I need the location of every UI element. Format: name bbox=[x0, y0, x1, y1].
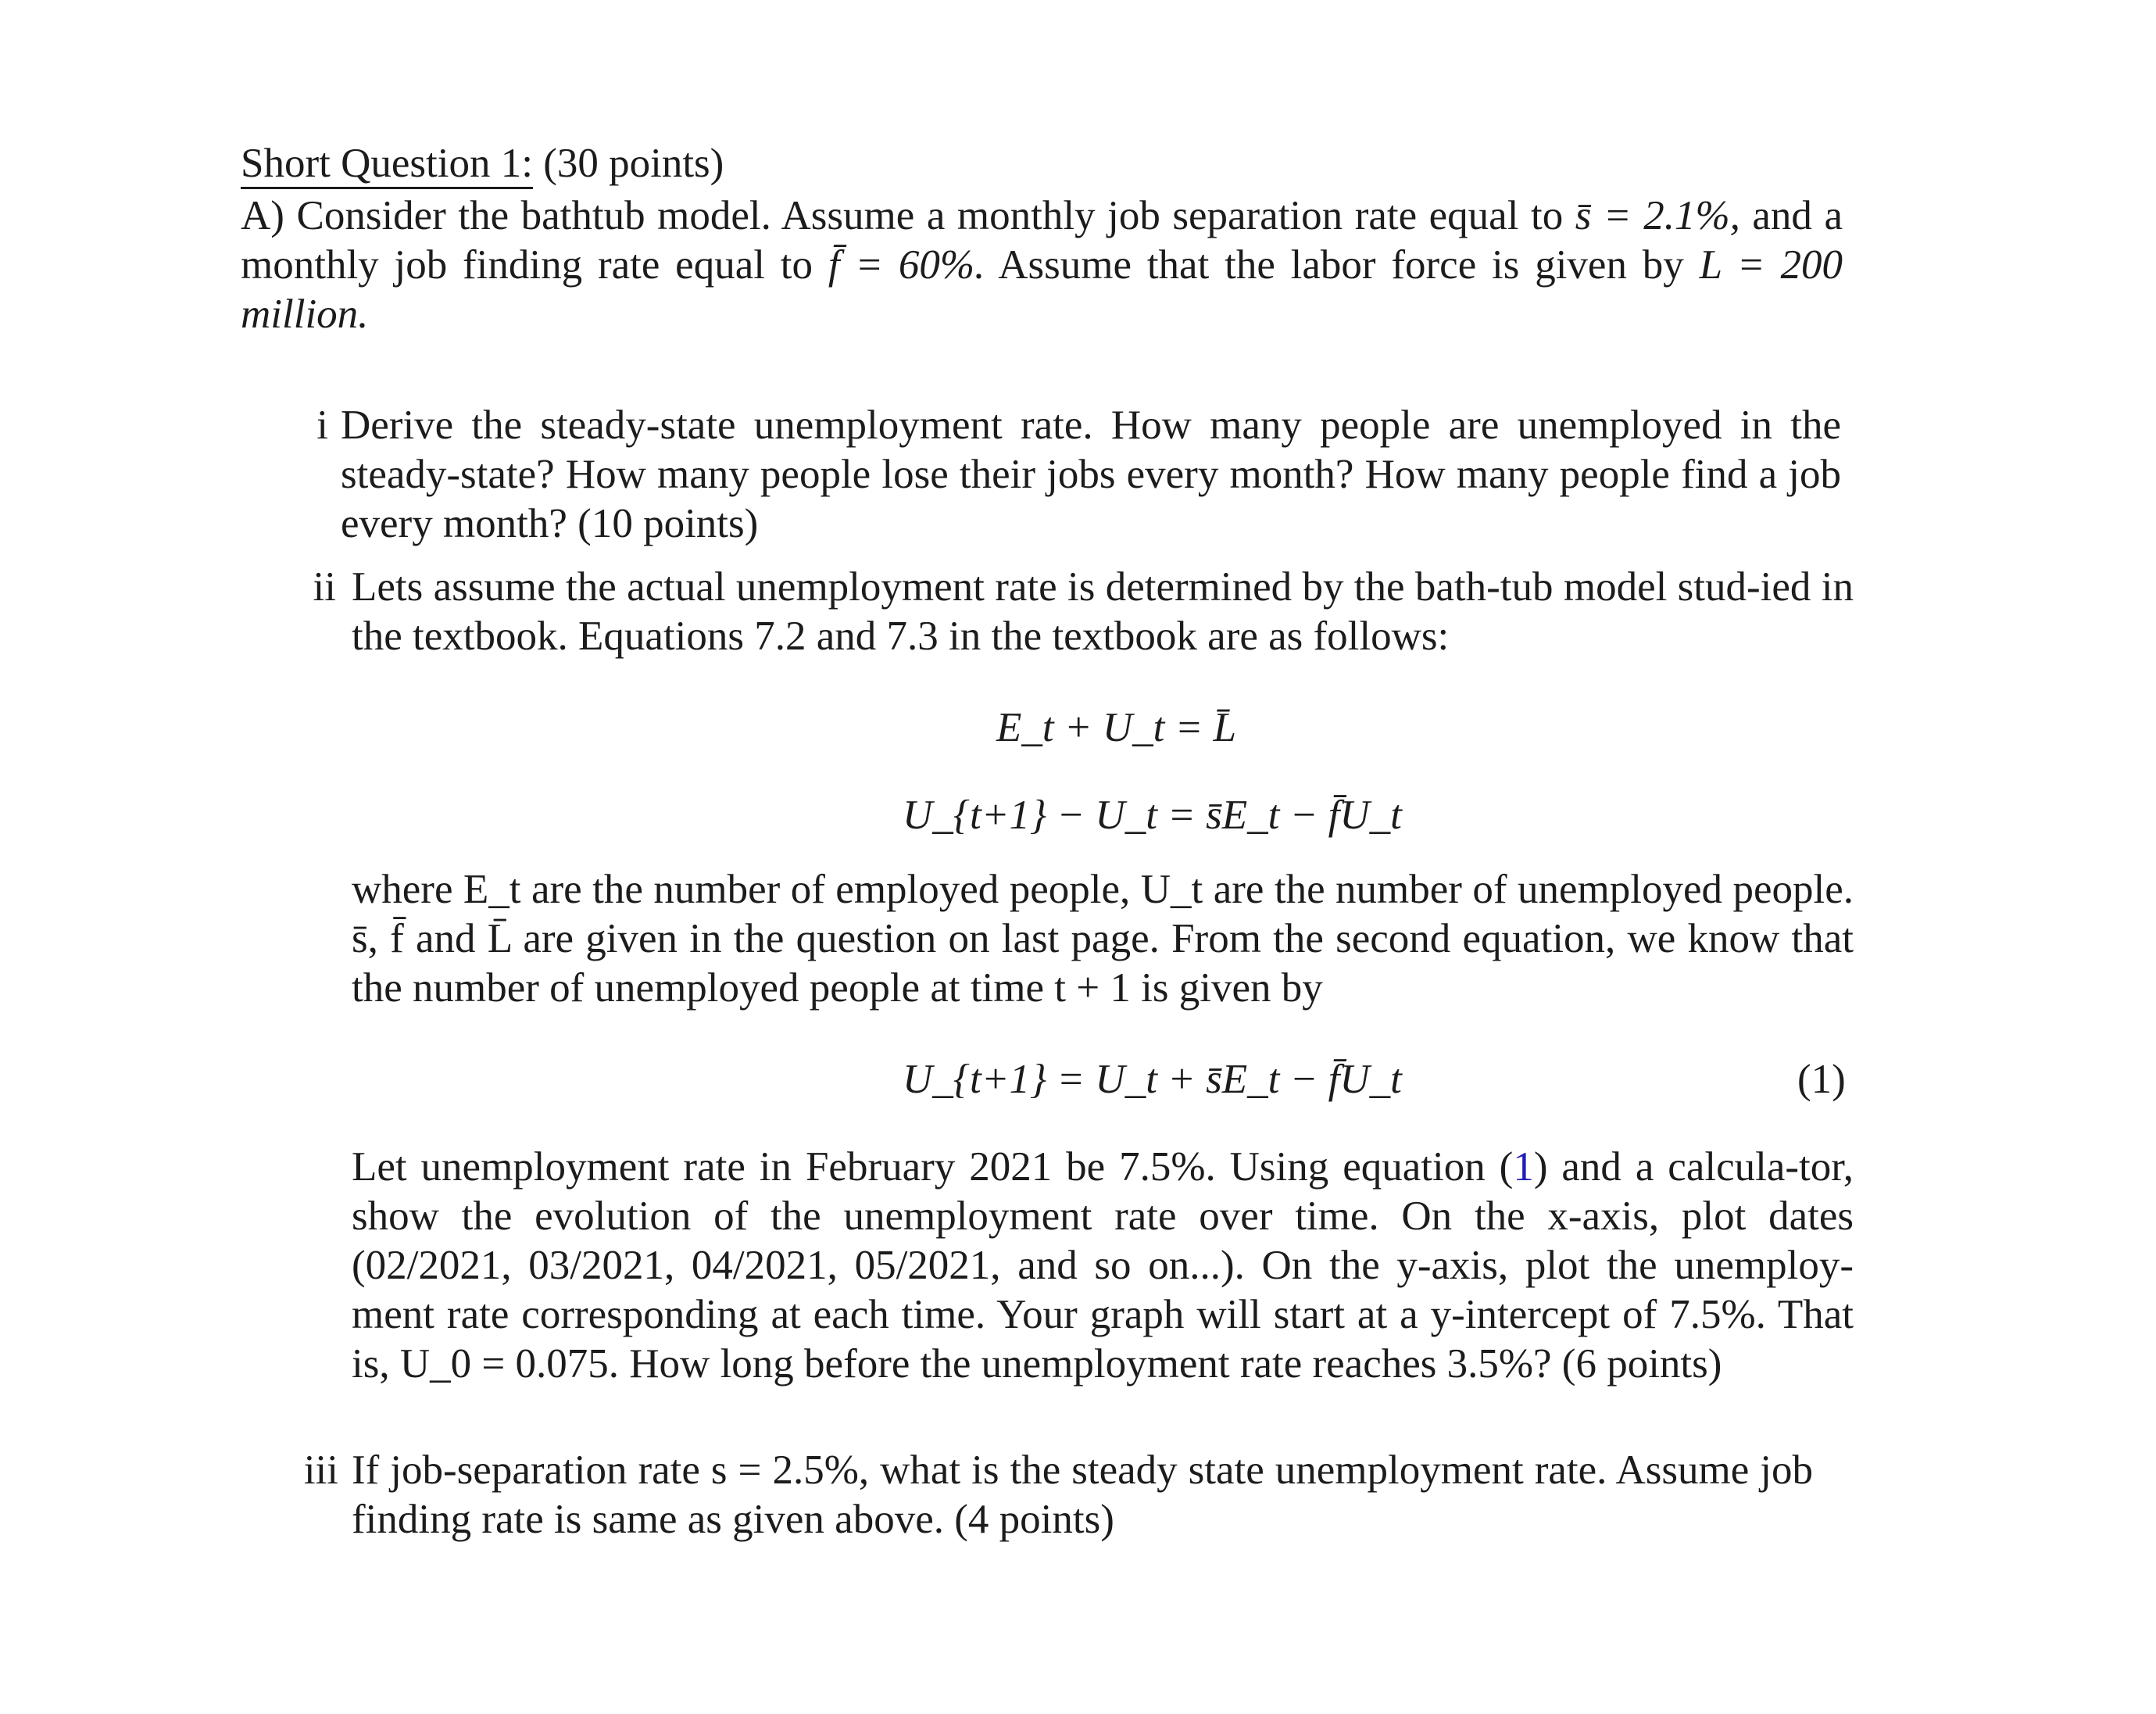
item-iii bbox=[303, 1446, 1813, 1544]
item-number: ii bbox=[313, 564, 336, 610]
intro-text-1: A) Consider the bathtub model. Assume a monthly job separation rate equal to bbox=[241, 193, 1575, 238]
separation-rate-expr: s̄ = 2.1%, bbox=[1575, 193, 1740, 238]
item-number: i bbox=[316, 403, 328, 448]
body-text-2: and a calcula-tor, show the evolution of the unemployment rate over time. On the x-axis, plot dates (02/2021, 03/2021, 04/2021, 05/2021, and so on...). On the y-axis, plot the unemploy-ment rate corresponding at each time. Your graph will start at a y-intercept of 7.5%. That is, U_0 = 0.075. How long before the unemployment rate reaches 3.5%? (6 points) bbox=[352, 1144, 1854, 1387]
item-ii-intro bbox=[313, 563, 1854, 661]
equation-flow: U_{t+1} − U_t = s̄E_t − f̄U_t bbox=[903, 793, 1402, 838]
question-points: (30 points) bbox=[543, 141, 724, 186]
item-text: Lets assume the actual unemployment rate is determined by the bath-tub model stud-ied in the textbook. Equations 7.2 and 7.3 in the textbook are as follows: bbox=[352, 564, 1854, 659]
finding-rate-expr: f̄ = 60%. bbox=[828, 242, 985, 288]
item-number: iii bbox=[303, 1447, 338, 1493]
question-header bbox=[241, 139, 1843, 189]
body-text-1: Let unemployment rate in February 2021 be 7.5%. Using equation bbox=[352, 1144, 1500, 1190]
equation-ref-link[interactable]: 1 bbox=[1513, 1144, 1534, 1190]
equation-1: U_{t+1} = U_t + s̄E_t − f̄U_t bbox=[903, 1057, 1402, 1102]
labor-force-expr: L = 200 million. bbox=[241, 242, 1843, 337]
where-text: where E_t are the number of employed people, U_t are the number of unemployed people. s̄, f̄ and L̄ are given in the question on last page. From the second equation, we know that the number of unemployed people at time t + 1 is given by bbox=[352, 867, 1854, 1011]
question-page bbox=[241, 139, 1843, 339]
question-intro bbox=[241, 191, 1843, 339]
item-i bbox=[316, 401, 1841, 549]
intro-text-3: Assume that the labor force is given by bbox=[985, 242, 1700, 288]
equation-label: (1) bbox=[1797, 1057, 1846, 1102]
item-ii-where bbox=[352, 865, 1854, 1013]
item-text: Derive the steady-state unemployment rate. How many people are unemployed in the steady-state? How many people lose their jobs every month? How many people find a job every month? (10 points) bbox=[341, 403, 1841, 546]
item-text: If job-separation rate s = 2.5%, what is the steady state unemployment rate. Assume job finding rate is same as given above. (4 points) bbox=[352, 1447, 1813, 1542]
equation-identity: E_t + U_t = L̄ bbox=[996, 705, 1237, 750]
intro-text-2: and a monthly job finding rate equal to bbox=[241, 193, 1843, 288]
item-ii-body: Let unemployment rate in February 2021 be 7.5%. Using equation (1) and a calcula-tor, show the evolution of the unemployment rate over time. On the x-axis, plot dates (02/2021, 03/2021, 04/2021, 05/2021, and so on...). On the y-axis, plot the unemploy-ment rate corresponding at each time. Your graph will start at a y-intercept of 7.5%. That is, U_0 = 0.075. How long before the unemployment rate reaches 3.5%? (6 points) bbox=[352, 1144, 1854, 1387]
question-title: Short Question 1: bbox=[241, 140, 533, 189]
